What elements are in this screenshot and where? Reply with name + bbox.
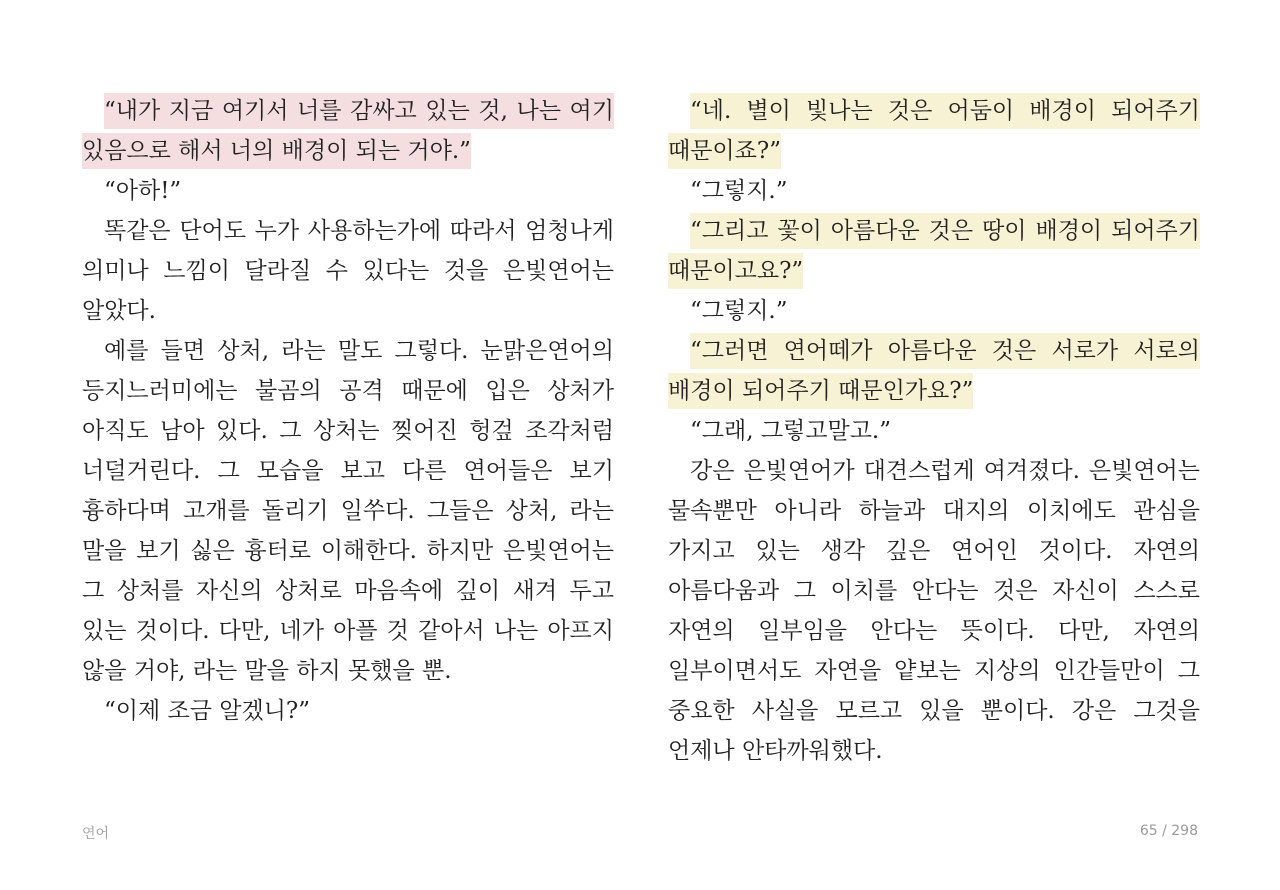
- paragraph: “그래, 그렇고말고.”: [690, 418, 891, 444]
- highlighted-passage[interactable]: “내가 지금 여기서 너를 감싸고 있는 것, 나는 여기 있음으로 해서 너의 배경이 되는 거야.”: [82, 93, 614, 169]
- paragraph: 예를 들면 상처, 라는 말도 그렇다. 눈맑은연어의 등지느러미에는 불곰의 공격 때문에 입은 상처가 아직도 남아 있다. 그 상처는 찢어진 헝겊 조각처럼 너덜거린다. 그 모습을 보고 다른 연어들은 보기 흉하다며 고개를 돌리기 일쑤다. 그들은 상처, 라는 말을 보기 싫은 흉터로 이해한다. 하지만 은빛연어는 그 상처를 자신의 상처로 마음속에 깊이 새겨 두고 있는 것이다. 다만, 네가 아플 것 같아서 나는 아프지 않을 거야, 라는 말을 하지 못했을 뿐.: [82, 338, 614, 684]
- highlighted-passage[interactable]: “그러면 연어떼가 아름다운 것은 서로가 서로의 배경이 되어주기 때문인가요?”: [668, 333, 1200, 409]
- book-title: 연어: [82, 826, 110, 842]
- highlighted-passage[interactable]: “그리고 꽃이 아름다운 것은 땅이 배경이 되어주기 때문이고요?”: [668, 213, 1200, 289]
- paragraph: “이제 조금 알겠니?”: [104, 698, 310, 724]
- paragraph: “아하!”: [104, 178, 182, 204]
- left-page: [82, 91, 614, 731]
- paragraph: 똑같은 단어도 누가 사용하는가에 따라서 엄청나게 의미나 느낌이 달라질 수 있다는 것을 은빛연어는 알았다.: [82, 218, 614, 324]
- paragraph: [82, 91, 614, 171]
- paragraph: “그렇지.”: [690, 298, 788, 324]
- paragraph: [668, 91, 1200, 171]
- paragraph: [668, 211, 1200, 291]
- page-indicator: 65 / 298: [1139, 823, 1198, 839]
- highlighted-passage[interactable]: “네. 별이 빛나는 것은 어둠이 배경이 되어주기 때문이죠?”: [668, 93, 1200, 169]
- right-page: [668, 91, 1200, 771]
- paragraph: 강은 은빛연어가 대견스럽게 여겨졌다. 은빛연어는 물속뿐만 아니라 하늘과 대지의 이치에도 관심을 가지고 있는 생각 깊은 연어인 것이다. 자연의 아름다움과 그 이치를 안다는 것은 자신이 스스로 자연의 일부임을 안다는 뜻이다. 다만, 자연의 일부이면서도 자연을 얕보는 지상의 인간들만이 그 중요한 사실을 모르고 있을 뿐이다. 강은 그것을 언제나 안타까워했다.: [668, 458, 1200, 764]
- paragraph: [668, 331, 1200, 411]
- paragraph: “그렇지.”: [690, 178, 788, 204]
